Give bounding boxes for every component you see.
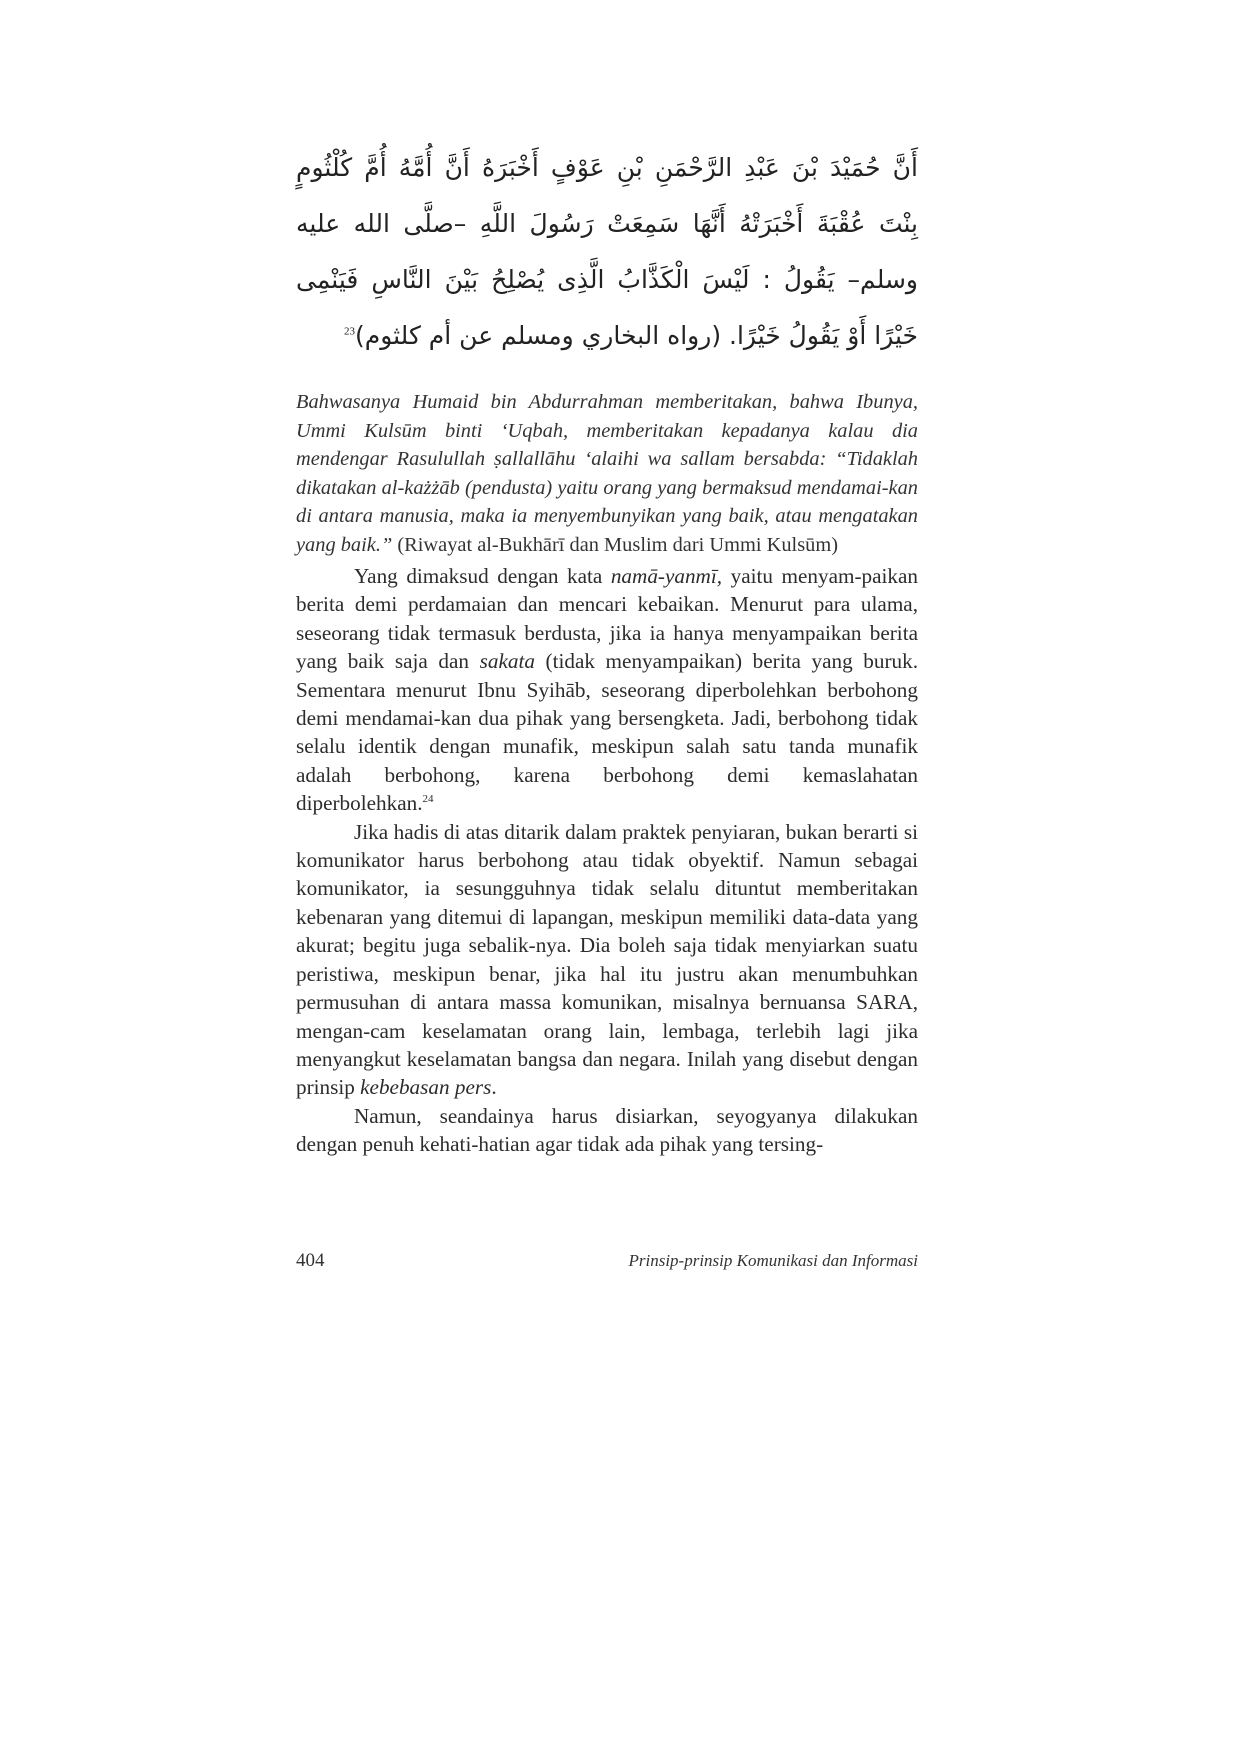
translation-source: (Riwayat al-Bukhārī dan Muslim dari Ummi Kulsūm) <box>392 533 838 556</box>
translation-italic: Bahwasanya Humaid bin Abdurrahman memberitakan, bahwa Ibunya, Ummi Kulsūm binti ‘Uqbah, memberitakan kepadanya kalau dia mendengar Rasulullah ṣallallāhu ‘alaihi wa sallam bersabda: “Tidaklah dikatakan al-każżāb (pendusta) yaitu orang yang bermaksud mendamai-kan di antara manusia, maka ia menyembunyikan yang baik, atau mengatakan yang baik.” <box>296 391 918 556</box>
term-nama-yanmi: namā-yanmī, <box>610 564 723 588</box>
body-text <box>296 562 918 1159</box>
arabic-hadith-text <box>296 140 918 364</box>
paragraph-1: Yang dimaksud dengan kata namā-yanmī, yaitu menyam-paikan berita demi perdamaian dan mencari kebaikan. Menurut para ulama, seseorang tidak termasuk berdusta, jika ia hanya menyampaikan berita yang baik saja dan sakata (tidak menyampaikan) berita yang buruk. Sementara menurut Ibnu Syihāb, seseorang diperbolehkan berbohong demi mendamai-kan dua pihak yang bersengketa. Jadi, berbohong tidak selalu identik dengan munafik, meskipun salah satu tanda munafik adalah berbohong, karena berbohong demi kemaslahatan diperbolehkan.$^{24}$ <box>296 564 918 816</box>
paragraph-3: Namun, seandainya harus disiarkan, seyogyanya dilakukan dengan penuh kehati-hatian agar tidak ada pihak yang tersing- <box>296 1103 918 1157</box>
footnote-ref-23[interactable]: 23 <box>343 325 355 338</box>
running-title: Prinsip-prinsip Komunikasi dan Informasi <box>628 1251 918 1270</box>
term-sakata: sakata <box>479 649 535 674</box>
hadith-translation <box>296 388 918 560</box>
arabic-hadith-body: أَنَّ حُمَيْدَ بْنَ عَبْدِ الرَّحْمَنِ بْنِ عَوْفٍ أَخْبَرَهُ أَنَّ أُمَّهُ أُمَّ كُلْثُومٍ بِنْتَ عُقْبَةَ أَخْبَرَتْهُ أَنَّهَا سَمِعَتْ رَسُولَ اللَّهِ –صلَّى الله عليه وسلم– يَقُولُ : لَيْسَ الْكَذَّابُ الَّذِى يُصْلِحُ بَيْنَ النَّاسِ فَيَنْمِى خَيْرًا أَوْ يَقُولُ خَيْرًا. (رواه البخاري ومسلم عن أم كلثوم) <box>296 153 918 350</box>
term-kebebasan-pers: kebebasan pers <box>360 1075 492 1100</box>
paragraph-2: Jika hadis di atas ditarik dalam praktek penyiaran, bukan berarti si komunikator harus berbohong atau tidak obyektif. Namun sebagai komunikator, ia sesungguhnya tidak selalu dituntut memberitakan kebenaran yang ditemui di lapangan, meskipun memiliki data-data yang akurat; begitu juga sebalik-nya. Dia boleh saja tidak menyiarkan suatu peristiwa, meskipun benar, jika hal itu justru akan menumbuhkan permusuhan di antara massa komunikan, misalnya bernuansa SARA, mengan-cam keselamatan orang lain, lembaga, terlebih lagi jika menyangkut keselamatan bangsa dan negara. Inilah yang disebut dengan prinsip kebebasan pers. <box>296 819 918 1100</box>
page-number: 404 <box>296 1250 325 1271</box>
footnote-ref-24[interactable]: 24 <box>422 793 434 806</box>
